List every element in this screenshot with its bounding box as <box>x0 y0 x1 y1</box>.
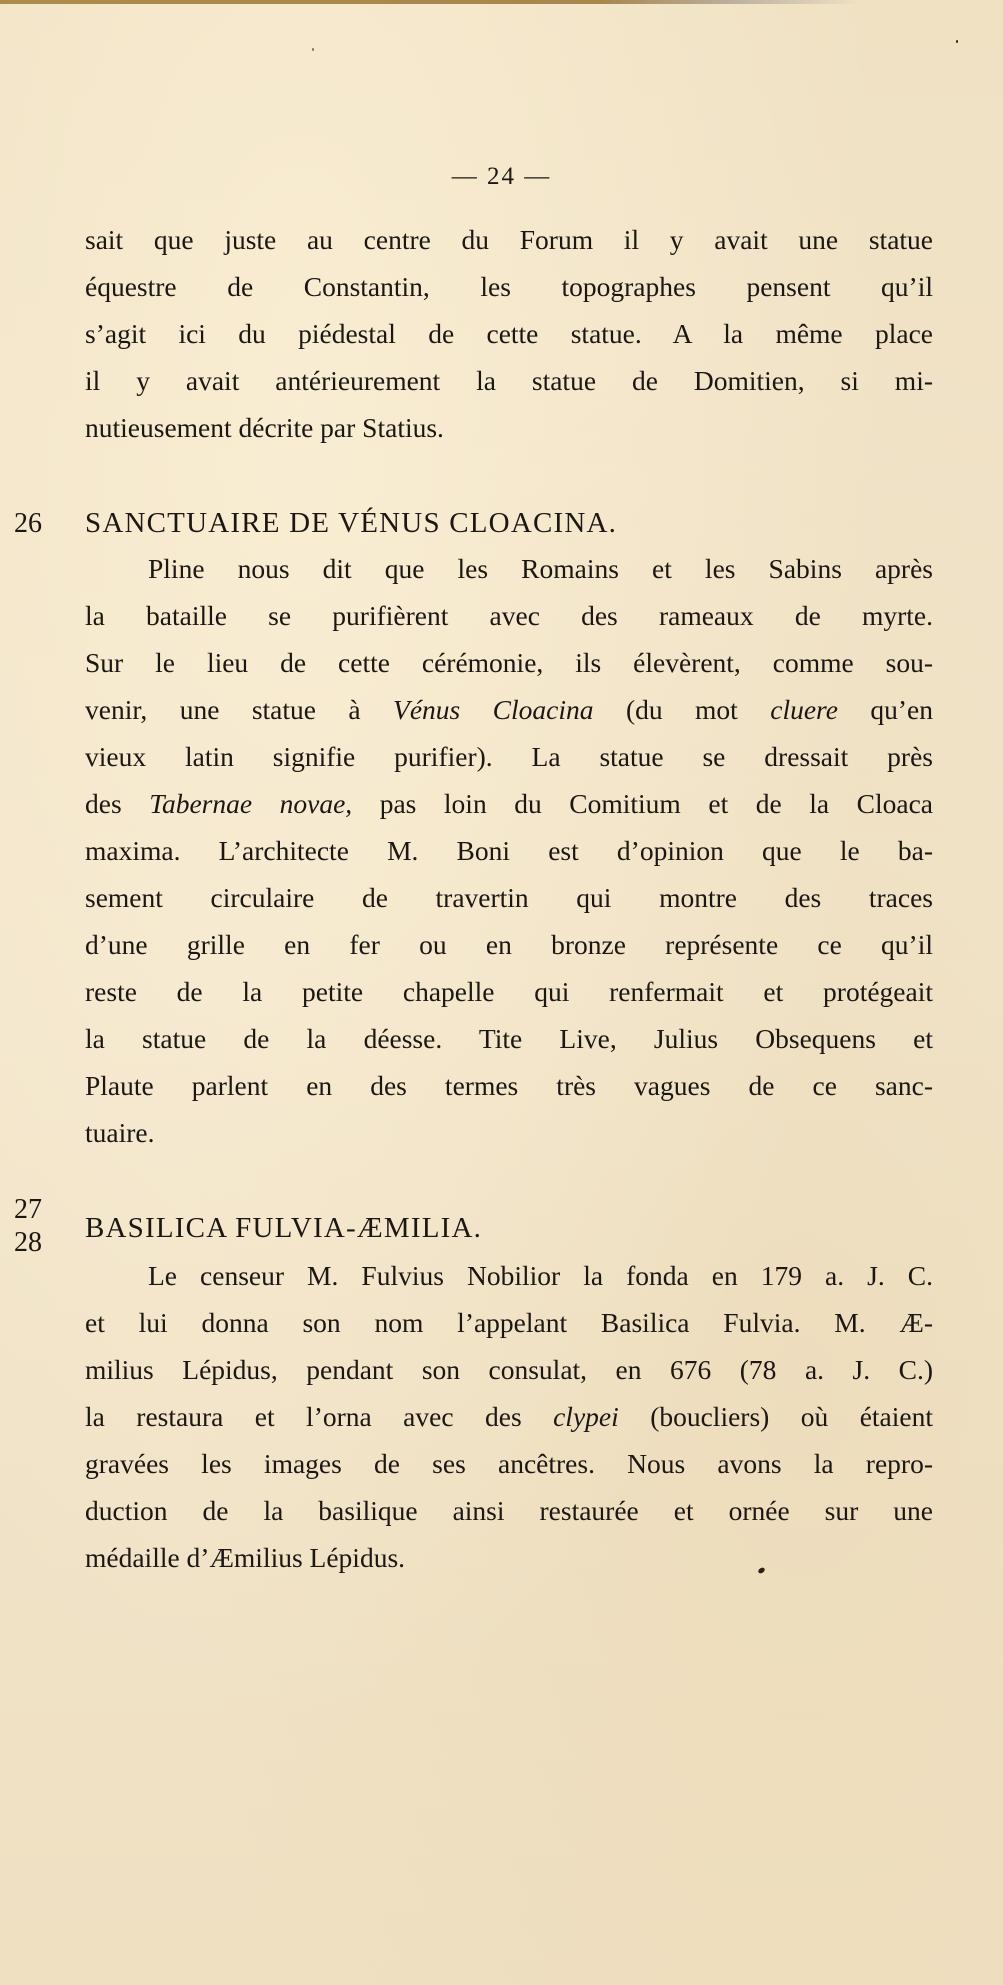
section-heading: SANCTUAIRE DE VÉNUS CLOACINA. <box>85 507 618 539</box>
text-line: sement circulaire de travertin qui montre des traces <box>85 882 933 913</box>
text-line: tuaire. <box>85 1117 155 1148</box>
margin-number: 28 <box>14 1227 42 1258</box>
text-line: vieux latin signifie purifier). La statue se dressait près <box>85 741 933 772</box>
margin-number: 26 <box>14 508 42 539</box>
text-line: milius Lépidus, pendant son consulat, en 676 (78 a. J. C.) <box>85 1354 933 1385</box>
text-run: venir, une statue à <box>85 694 394 725</box>
italic-term: Vénus Cloacina <box>393 694 594 725</box>
text-line: s’agit ici du piédestal de cette statue. A la même place <box>85 318 933 349</box>
text-line: il y avait antérieurement la statue de Domitien, si mi- <box>85 365 933 396</box>
text-line: la statue de la déesse. Tite Live, Julius Obsequens et <box>85 1023 933 1054</box>
text-line: sait que juste au centre du Forum il y avait une statue <box>85 224 933 255</box>
text-line: reste de la petite chapelle qui renfermait et protégeait <box>85 976 933 1007</box>
text-line <box>85 696 933 724</box>
text-run: (boucliers) où étaient <box>618 1401 933 1432</box>
text-line: nutieusement décrite par Statius. <box>85 412 444 443</box>
text-run: la restaura et l’orna avec des <box>85 1401 554 1432</box>
italic-term: clypei <box>553 1401 619 1432</box>
page-top-edge <box>0 0 860 4</box>
text-run: pas loin du Comitium et de la Cloaca <box>352 788 933 819</box>
section-heading: BASILICA FULVIA-ÆMILIA. <box>85 1212 483 1244</box>
text-line <box>85 1403 933 1431</box>
text-run: des <box>85 788 150 819</box>
text-line: et lui donna son nom l’appelant Basilica Fulvia. M. Æ- <box>85 1307 933 1338</box>
text-line: médaille d’Æmilius Lépidus. <box>85 1542 406 1573</box>
text-line: Le censeur M. Fulvius Nobilior la fonda en 179 a. J. C. <box>148 1260 933 1291</box>
margin-number: 27 <box>14 1194 42 1225</box>
text-line: duction de la basilique ainsi restaurée et ornée sur une <box>85 1495 933 1526</box>
ink-speck <box>956 40 958 43</box>
text-line: la bataille se purifièrent avec des rameaux de myrte. <box>85 600 933 631</box>
italic-term: Tabernae novae, <box>149 788 353 819</box>
text-line: d’une grille en fer ou en bronze représente ce qu’il <box>85 929 933 960</box>
ink-speck <box>312 48 314 51</box>
page-number: — 24 — <box>451 163 552 190</box>
text-run: (du mot <box>593 694 771 725</box>
text-line: maxima. L’architecte M. Boni est d’opinion que le ba- <box>85 835 933 866</box>
italic-term: cluere <box>770 694 838 725</box>
text-line: équestre de Constantin, les topographes pensent qu’il <box>85 271 933 302</box>
text-line: Pline nous dit que les Romains et les Sabins après <box>148 553 933 584</box>
text-line: Plaute parlent en des termes très vagues de ce sanc- <box>85 1070 933 1101</box>
text-line <box>85 790 933 818</box>
text-line: gravées les images de ses ancêtres. Nous avons la repro- <box>85 1448 933 1479</box>
text-line: Sur le lieu de cette cérémonie, ils élevèrent, comme sou- <box>85 647 933 678</box>
text-run: qu’en <box>837 694 933 725</box>
